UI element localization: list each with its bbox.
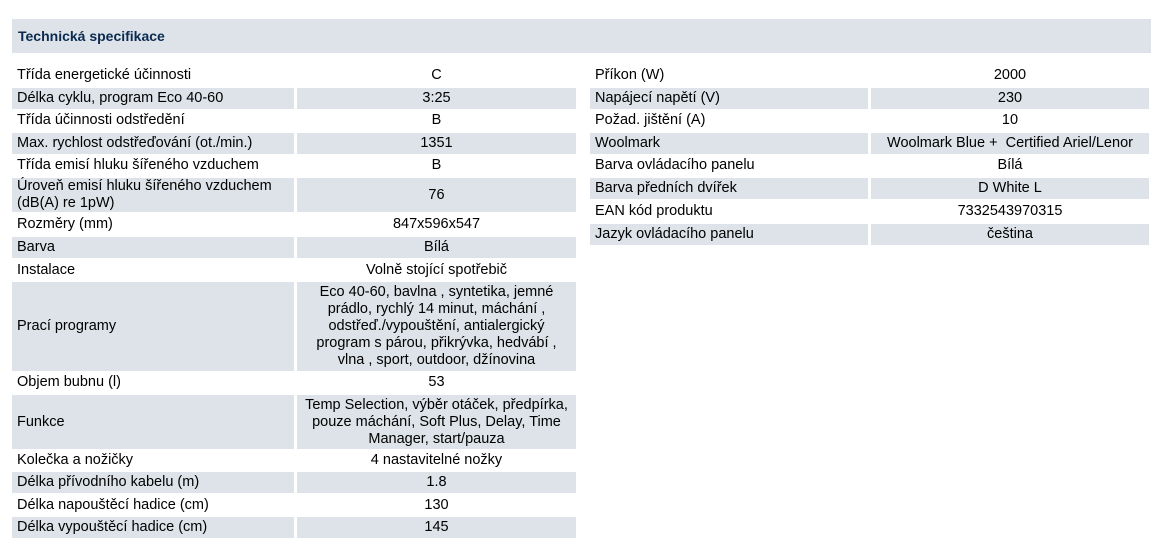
spec-label: Třída energetické účinnosti	[17, 66, 192, 83]
spec-row	[12, 156, 576, 174]
spec-label: Woolmark	[590, 133, 868, 154]
spec-value: Eco 40-60, bavlna , syntetika, jemné prádlo, rychlý 14 minut, máchání , odstřeď./vypouštění, antialergický program s párou, přikrývka, hedvábí , vlna , sport, outdoor, džínovina	[297, 282, 576, 371]
spec-value: C	[431, 66, 442, 83]
spec-row	[12, 237, 576, 258]
spec-value: 7332543970315	[957, 202, 1063, 219]
spec-label: Napájecí napětí (V)	[590, 88, 868, 109]
spec-row	[590, 178, 1149, 199]
spec-label: Délka cyklu, program Eco 40-60	[12, 88, 294, 109]
spec-label: Jazyk ovládacího panelu	[590, 224, 868, 245]
spec-label: Délka vypouštěcí hadice (cm)	[12, 517, 294, 538]
spec-value: 230	[871, 88, 1149, 109]
spec-value: 2000	[993, 66, 1027, 83]
spec-row	[12, 472, 576, 493]
spec-value: 847x596x547	[392, 215, 481, 232]
spec-row	[590, 88, 1149, 109]
spec-value: 3:25	[297, 88, 576, 109]
spec-label: Příkon (W)	[595, 66, 665, 83]
spec-label: Kolečka a nožičky	[17, 451, 134, 468]
spec-label: Třída emisí hluku šířeného vzduchem	[17, 156, 259, 173]
spec-value: Woolmark Blue + Certified Ariel/Lenor	[871, 133, 1149, 154]
spec-value: Volně stojící spotřebič	[365, 261, 508, 278]
spec-value: 1.8	[297, 472, 576, 493]
spec-row	[12, 395, 576, 449]
spec-row	[12, 282, 576, 371]
spec-label: Instalace	[17, 261, 76, 278]
spec-row	[12, 88, 576, 109]
spec-value: 53	[428, 373, 445, 390]
spec-label: Max. rychlost odstřeďování (ot./min.)	[12, 133, 294, 154]
spec-row	[590, 202, 1149, 220]
spec-label: Požad. jištění (A)	[595, 111, 706, 128]
spec-row	[12, 215, 576, 233]
spec-label: Rozměry (mm)	[17, 215, 113, 232]
spec-value: Bílá	[297, 237, 576, 258]
spec-label: Prací programy	[12, 282, 294, 371]
spec-value: Temp Selection, výběr otáček, předpírka, pouze máchání, Soft Plus, Delay, Time Manager, start/pauza	[297, 395, 576, 449]
spec-row	[590, 224, 1149, 245]
spec-row	[590, 156, 1149, 174]
spec-label: Barva	[12, 237, 294, 258]
spec-label: Barva předních dvířek	[590, 178, 868, 199]
spec-row	[12, 451, 576, 469]
page-title: Technická specifikace	[18, 28, 165, 44]
spec-value: B	[431, 111, 442, 128]
spec-row	[12, 496, 576, 514]
spec-row	[12, 517, 576, 538]
spec-value: 1351	[297, 133, 576, 154]
spec-label: Objem bubnu (l)	[17, 373, 121, 390]
spec-value: 145	[297, 517, 576, 538]
spec-row	[590, 66, 1149, 84]
spec-value: 4 nastavitelné nožky	[370, 451, 503, 468]
spec-row	[590, 111, 1149, 129]
spec-label: Třída účinnosti odstředění	[17, 111, 185, 128]
spec-row	[12, 178, 576, 212]
spec-value: 76	[297, 178, 576, 212]
spec-value: D White L	[871, 178, 1149, 199]
spec-label: Úroveň emisí hluku šířeného vzduchem (dB(A) re 1pW)	[12, 178, 294, 212]
spec-value: 130	[424, 496, 449, 513]
spec-header	[12, 19, 1151, 53]
spec-label: Délka napouštěcí hadice (cm)	[17, 496, 209, 513]
spec-label: Délka přívodního kabelu (m)	[12, 472, 294, 493]
spec-value: 10	[1001, 111, 1019, 128]
spec-row	[12, 111, 576, 129]
spec-value: čeština	[871, 224, 1149, 245]
spec-row	[590, 133, 1149, 154]
spec-label: Barva ovládacího panelu	[595, 156, 755, 173]
spec-value: B	[431, 156, 442, 173]
spec-label: EAN kód produktu	[595, 202, 713, 219]
spec-row	[12, 373, 576, 391]
spec-value: Bílá	[997, 156, 1023, 173]
spec-row	[12, 133, 576, 154]
spec-row	[12, 261, 576, 279]
spec-row	[12, 66, 576, 84]
spec-label: Funkce	[12, 395, 294, 449]
